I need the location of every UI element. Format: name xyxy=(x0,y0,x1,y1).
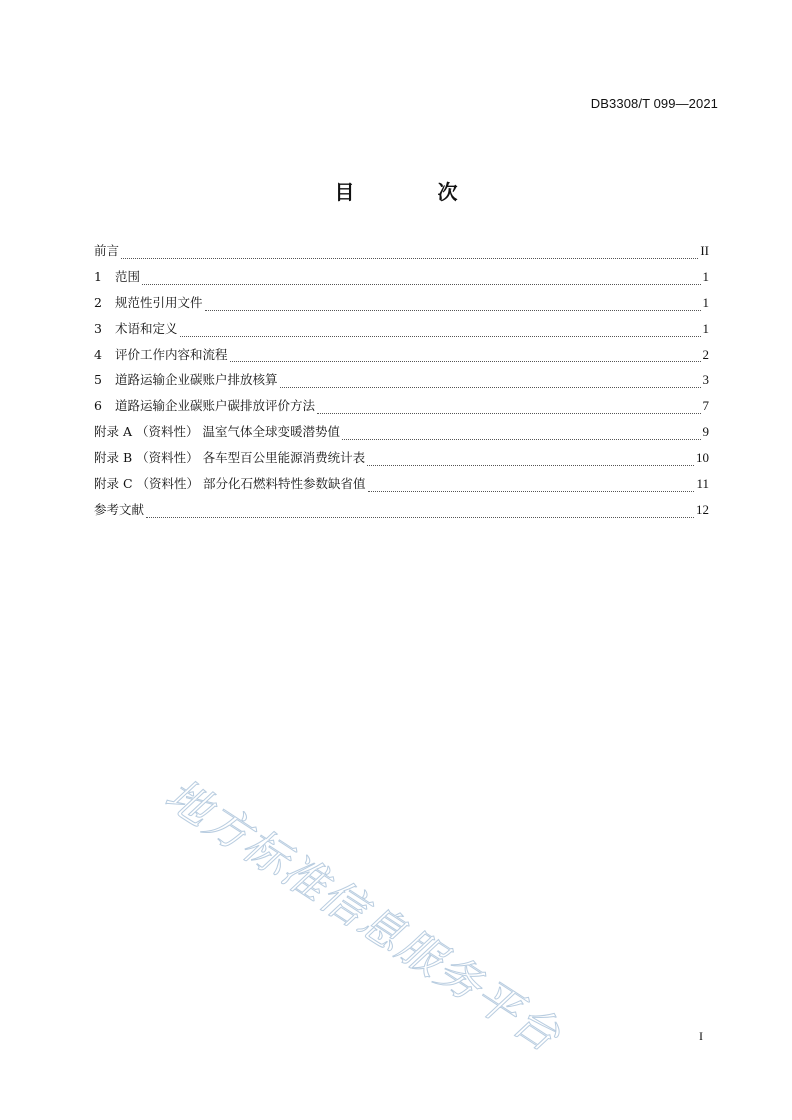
toc-entry-page: 1 xyxy=(702,320,709,336)
toc-entry-page: 1 xyxy=(702,294,709,310)
toc-entry-number: 4 xyxy=(94,346,102,362)
toc-entry-label: 附录 A （资料性） 温室气体全球变暖潜势值 xyxy=(94,424,340,440)
toc-entry-label: 术语和定义 xyxy=(115,320,178,336)
toc-entry-page: 11 xyxy=(696,476,709,492)
toc-entry-bibliography[interactable] xyxy=(94,500,709,526)
toc-leader-dots xyxy=(342,438,701,440)
toc-entry-emission-evaluation[interactable] xyxy=(94,396,709,422)
toc-entry-appendix-b[interactable] xyxy=(94,448,709,474)
toc-entry-label: 参考文献 xyxy=(94,501,145,517)
toc-entry-page: II xyxy=(700,243,709,258)
toc-entry-label: 前言 xyxy=(94,243,120,258)
toc-entry-foreword[interactable] xyxy=(94,241,709,267)
toc-leader-dots xyxy=(368,490,695,492)
table-of-contents xyxy=(94,241,709,526)
toc-entry-page: 10 xyxy=(696,450,709,466)
toc-entry-terms-definitions[interactable] xyxy=(94,319,709,345)
toc-leader-dots xyxy=(367,464,694,466)
toc-entry-label: 规范性引用文件 xyxy=(115,294,203,310)
toc-leader-dots xyxy=(142,283,700,285)
toc-leader-dots xyxy=(205,309,701,311)
toc-entry-label: 道路运输企业碳账户碳排放评价方法 xyxy=(115,398,316,414)
page-number: I xyxy=(699,1029,703,1043)
toc-entry-label: 附录 C （资料性） 部分化石燃料特性参数缺省值 xyxy=(94,476,366,492)
toc-entry-page: 2 xyxy=(702,346,709,362)
toc-entry-page: 7 xyxy=(702,398,709,414)
toc-entry-number: 3 xyxy=(94,320,102,336)
toc-entry-scope[interactable] xyxy=(94,267,709,293)
document-code: DB3308/T 099—2021 xyxy=(590,96,718,111)
toc-leader-dots xyxy=(317,412,700,414)
toc-entry-emission-accounting[interactable] xyxy=(94,370,709,396)
toc-entry-appendix-a[interactable] xyxy=(94,422,709,448)
watermark-text: 地方标准信息服务平台 xyxy=(156,769,570,1063)
toc-leader-dots xyxy=(230,360,701,362)
toc-leader-dots xyxy=(121,257,698,259)
toc-entry-number: 5 xyxy=(94,372,102,388)
toc-entry-label: 评价工作内容和流程 xyxy=(115,346,228,362)
toc-entry-normative-references[interactable] xyxy=(94,293,709,319)
toc-entry-label: 道路运输企业碳账户排放核算 xyxy=(115,372,278,388)
toc-entry-page: 1 xyxy=(702,268,709,284)
toc-entry-page: 9 xyxy=(702,424,709,440)
toc-entry-number: 2 xyxy=(94,294,102,310)
toc-entry-appendix-c[interactable] xyxy=(94,474,709,500)
toc-leader-dots xyxy=(146,516,694,518)
toc-entry-page: 3 xyxy=(702,372,709,388)
toc-leader-dots xyxy=(280,386,701,388)
toc-title: 目 次 xyxy=(334,180,496,204)
toc-leader-dots xyxy=(180,335,701,337)
toc-entry-page: 12 xyxy=(696,501,709,517)
toc-entry-evaluation-process[interactable] xyxy=(94,345,709,371)
toc-entry-label: 附录 B （资料性） 各车型百公里能源消费统计表 xyxy=(94,450,366,466)
toc-entry-number: 6 xyxy=(94,398,102,414)
toc-entry-label: 范围 xyxy=(115,268,141,284)
toc-entry-number: 1 xyxy=(94,268,102,284)
